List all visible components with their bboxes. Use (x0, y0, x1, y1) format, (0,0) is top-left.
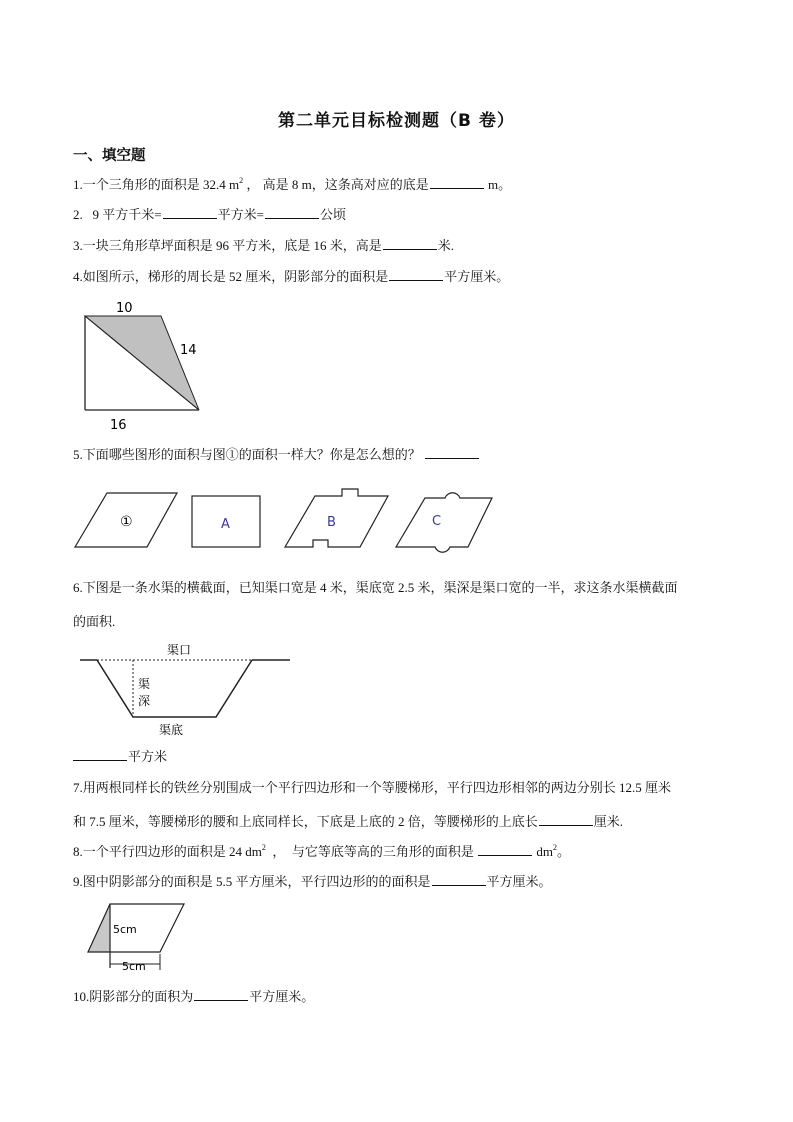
q9-text: 9.图中阴影部分的面积是 5.5 平方厘米，平行四边形的的面积是 (73, 874, 431, 889)
answer-blank[interactable] (430, 176, 484, 189)
base-label: 5cm (122, 960, 146, 973)
shape-c (396, 493, 492, 552)
question-6 (73, 571, 733, 639)
parallelogram-figure (80, 898, 200, 978)
q6-unit: 平方米 (128, 749, 168, 764)
shape-1-label: ① (120, 514, 133, 530)
label-side: 14 (180, 343, 197, 358)
answer-blank[interactable] (478, 843, 532, 856)
label-bottom: 16 (110, 418, 127, 433)
q7-line2: 和 7.5 厘米，等腰梯形的腰和上底同样长，下底是上底的 2 倍，等腰梯形的上底长 (73, 814, 538, 829)
question-8 (73, 843, 570, 860)
question-6-answer (73, 748, 167, 765)
canal-bottom-label: 渠底 (159, 723, 184, 737)
q8-sup: 2 (261, 843, 266, 852)
q1-text: 1.一个三角形的面积是 32.4 m (73, 177, 240, 192)
shapes-figure (70, 480, 500, 565)
answer-blank[interactable] (425, 446, 479, 459)
answer-blank[interactable] (194, 988, 248, 1001)
answer-blank[interactable] (389, 268, 443, 281)
q1-unit: m。 (484, 177, 512, 192)
answer-blank[interactable] (163, 206, 217, 219)
q2-unit: 公顷 (319, 207, 346, 222)
q3-text: 3.一块三角形草坪面积是 96 平方米，底是 16 米，高是 (73, 238, 382, 253)
question-10 (73, 988, 314, 1005)
q1-text-b: ， 高是 8 m，这条高对应的底是 (246, 177, 429, 192)
q8-end: 。 (557, 844, 571, 859)
q2-text: 2. 9 平方千米= (73, 207, 162, 222)
shape-c-label: C (432, 514, 442, 529)
label-top: 10 (116, 301, 133, 316)
q7-unit: 厘米. (593, 814, 624, 829)
canal-mouth-label: 渠口 (167, 643, 192, 657)
canal-figure (70, 638, 300, 743)
page-title: 第二单元目标检测题（B 卷） (278, 111, 515, 131)
shape-b-label: B (327, 515, 336, 530)
canal-depth-label-2: 深 (138, 694, 151, 708)
q4-text: 4.如图所示，梯形的周长是 52 厘米，阴影部分的面积是 (73, 269, 389, 284)
question-9 (73, 873, 552, 890)
q6-line2: 的面积. (73, 614, 116, 629)
height-label: 5cm (113, 923, 137, 936)
q8-unit-sup: 2 (553, 843, 558, 852)
q3-unit: 米. (437, 238, 455, 253)
q10-text: 10.阴影部分的面积为 (73, 989, 194, 1004)
q2-text-b: 平方米= (217, 207, 264, 222)
shape-b (285, 489, 388, 547)
q8-text-b: ， 与它等底等高的三角形的面积是 (265, 844, 478, 859)
answer-blank[interactable] (432, 873, 486, 886)
question-2 (73, 206, 346, 223)
canal-depth-label-1: 渠 (138, 677, 151, 691)
question-3 (73, 237, 454, 254)
answer-blank[interactable] (383, 237, 437, 250)
trapezoid-figure (70, 295, 220, 435)
answer-blank[interactable] (539, 813, 593, 826)
q8-text: 8.一个平行四边形的面积是 24 dm (73, 844, 262, 859)
answer-blank[interactable] (73, 748, 127, 761)
q7-line1: 7.用两根同样长的铁丝分别围成一个平行四边形和一个等腰梯形，平行四边形相邻的两边分别长 12.5 厘米 (73, 780, 672, 795)
q5-text: 5.下面哪些图形的面积与图①的面积一样大？你是怎么想的？ (73, 447, 421, 462)
q6-line1: 6.下图是一条水渠的横截面，已知渠口宽是 4 米，渠底宽 2.5 米，渠深是渠口宽的一半，求这条水渠横截面 (73, 580, 678, 595)
shape-a-label: A (221, 517, 230, 532)
q1-sup: 2 (239, 176, 244, 185)
q8-unit: dm (533, 844, 554, 859)
question-5 (73, 446, 480, 463)
q10-unit: 平方厘米。 (249, 989, 315, 1004)
q9-unit: 平方厘米。 (486, 874, 552, 889)
q4-unit: 平方厘米。 (444, 269, 510, 284)
question-4 (73, 268, 509, 285)
question-1 (73, 176, 511, 193)
answer-blank[interactable] (265, 206, 319, 219)
section-heading: 一、填空题 (73, 148, 146, 164)
question-7 (73, 771, 733, 839)
